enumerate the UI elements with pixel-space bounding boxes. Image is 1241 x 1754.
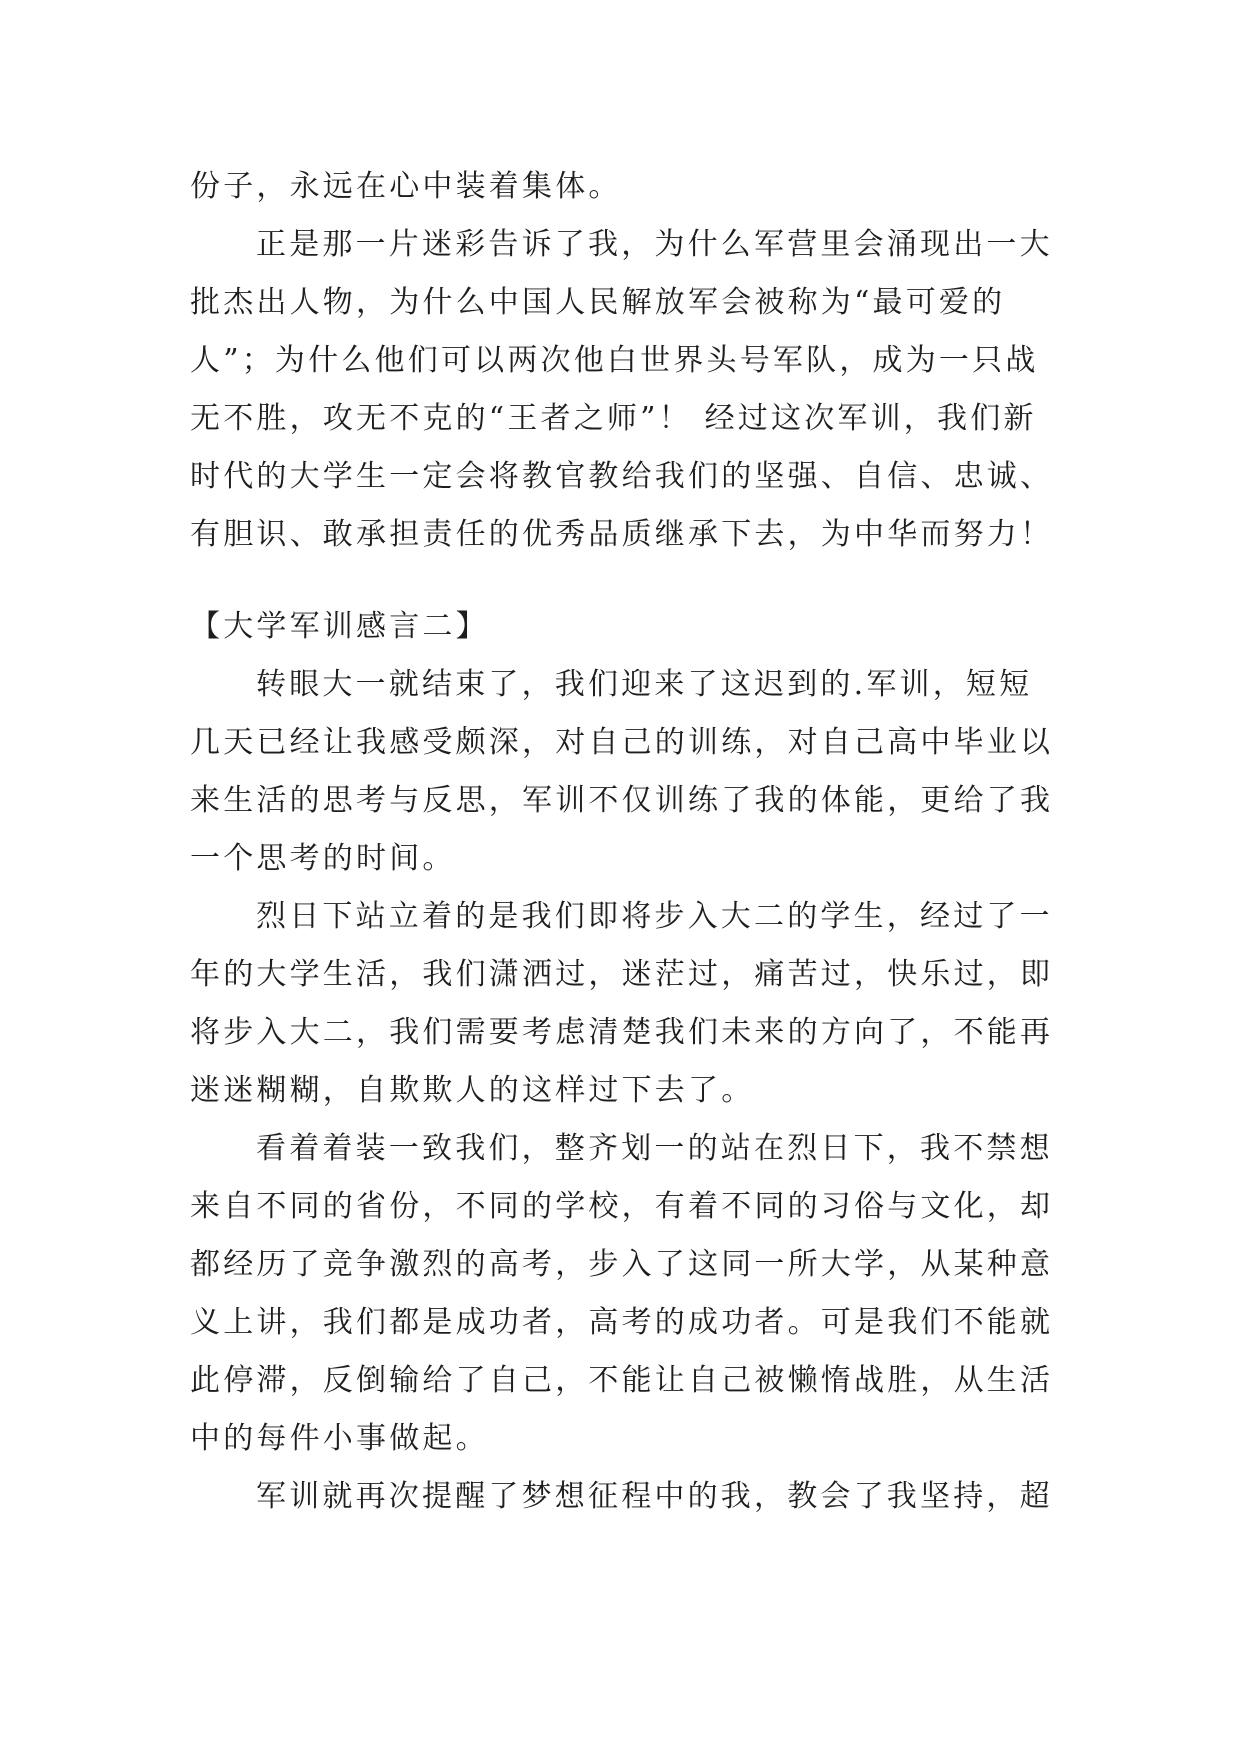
text-line: 来生活的思考与反思，军训不仅训练了我的体能，更给了我 <box>190 783 1054 818</box>
text-line: 烈日下站立着的是我们即将步入大二的学生，经过了一 <box>256 899 1053 934</box>
text-line: 将步入大二，我们需要考虑清楚我们未来的方向了，不能再 <box>190 1015 1054 1050</box>
section-2 <box>190 598 1056 1526</box>
text-line: 都经历了竞争激烈的高考，步入了这同一所大学，从某种意 <box>190 1247 1054 1282</box>
paragraph-1 <box>190 158 1056 216</box>
document-body <box>190 158 1056 1526</box>
text-line: 几天已经让我感受颇深，对自己的训练，对自己高中毕业以 <box>190 725 1054 760</box>
paragraph-3 <box>190 656 1056 888</box>
paragraph-4 <box>190 888 1056 1120</box>
text-line: 看着着装一致我们，整齐划一的站在烈日下，我不禁想 <box>256 1131 1053 1166</box>
text-line: 一个思考的时间。 <box>190 841 456 876</box>
paragraph-6 <box>190 1468 1056 1526</box>
text-line: 中的每件小事做起。 <box>190 1421 489 1456</box>
text-line: 正是那一片迷彩告诉了我，为什么军营里会涌现出一大 <box>256 227 1053 262</box>
text-line: 份子，永远在心中装着集体。 <box>190 169 622 204</box>
text-line: 人”；为什么他们可以两次他白世界头号军队，成为一只战 <box>190 343 1039 378</box>
text-line: 有胆识、敢承担责任的优秀品质继承下去，为中华而努力！ <box>190 517 1054 552</box>
section-1 <box>190 158 1056 564</box>
text-line: 军训就再次提醒了梦想征程中的我，教会了我坚持，超 <box>256 1479 1053 1514</box>
text-line: 此停滞，反倒输给了自己，不能让自己被懒惰战胜，从生活 <box>190 1363 1054 1398</box>
text-line: 迷迷糊糊，自欺欺人的这样过下去了。 <box>190 1073 755 1108</box>
text-line: 时代的大学生一定会将教官教给我们的坚强、自信、忠诚、 <box>190 459 1054 494</box>
section-heading: 【大学军训感言二】 <box>190 609 489 644</box>
text-line: 批杰出人物，为什么中国人民解放军会被称为“最可爱的 <box>190 285 1006 320</box>
text-line: 来自不同的省份，不同的学校，有着不同的习俗与文化，却 <box>190 1189 1054 1224</box>
text-line: 转眼大一就结束了，我们迎来了这迟到的.军训，短短 <box>256 667 1033 702</box>
paragraph-5 <box>190 1120 1056 1468</box>
paragraph-2 <box>190 216 1056 564</box>
text-line: 义上讲，我们都是成功者，高考的成功者。可是我们不能就 <box>190 1305 1054 1340</box>
text-line: 无不胜，攻无不克的“王者之师”！ 经过这次军训，我们新 <box>190 401 1037 436</box>
section-spacer <box>190 564 1056 598</box>
text-line: 年的大学生活，我们潇洒过，迷茫过，痛苦过，快乐过，即 <box>190 957 1054 992</box>
